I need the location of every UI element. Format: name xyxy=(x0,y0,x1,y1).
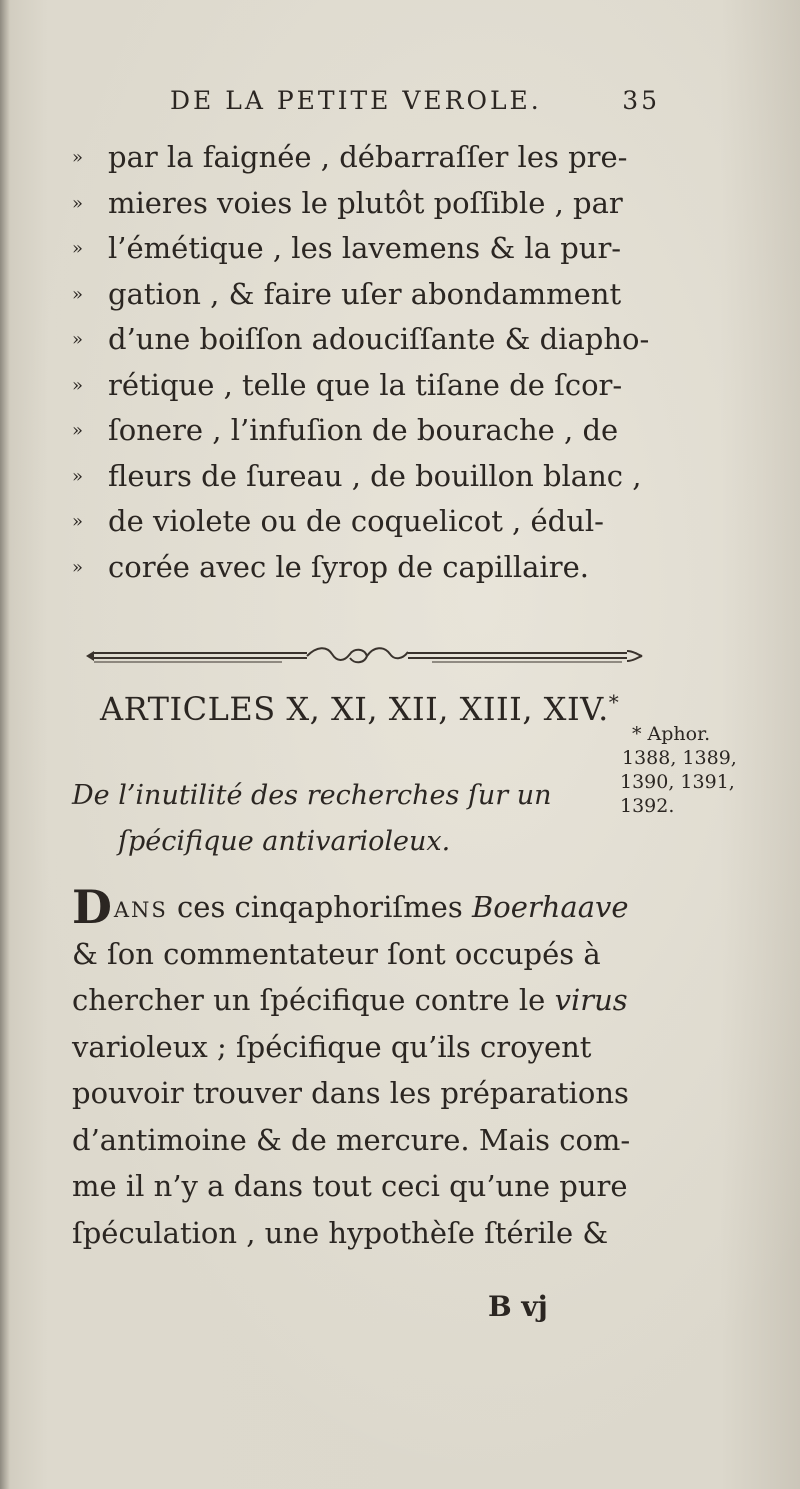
quote-mark: » xyxy=(72,420,84,441)
body-line: varioleux ; ſpécifique qu’ils croyent xyxy=(72,1029,592,1064)
quote-line: » corée avec le ſyrop de capillaire. xyxy=(72,545,672,591)
quote-line: » gation , & faire uſer abondamment xyxy=(72,272,672,318)
quote-line: » par la faignée , débarraſſer les pre- xyxy=(72,135,672,181)
body-line: & ſon commentateur ſont occupés à xyxy=(72,936,601,971)
margin-note-line: 1392. xyxy=(620,795,675,817)
running-head xyxy=(170,86,660,126)
running-title: DE LA PETITE VEROLE. xyxy=(170,86,542,115)
quoted-passage xyxy=(72,135,672,590)
body-line: DANS ces cinqaphoriſmes Boerhaave xyxy=(72,880,629,934)
signature-mark: B vj xyxy=(488,1290,548,1323)
drop-cap: D xyxy=(72,880,112,934)
article-subtitle-line: ſpécifique antivarioleux. xyxy=(118,826,451,857)
body-line: me il n’y a dans tout ceci qu’une pure xyxy=(72,1169,628,1203)
body-line: ſpéculation , une hypothèſe ſtérile & xyxy=(72,1215,609,1250)
margin-note-line: 1388, 1389, xyxy=(622,747,737,769)
quote-mark: » xyxy=(72,374,84,396)
quote-line: » ſonere , l’infuſion de bourache , de xyxy=(72,408,672,454)
quote-line: » de violete ou de coquelicot , édul- xyxy=(72,499,672,545)
quote-line: » l’émétique , les lavemens & la pur- xyxy=(72,226,672,272)
quote-mark: » xyxy=(72,329,84,350)
quote-mark: » xyxy=(72,147,84,168)
body-line: d’antimoine & de mercure. Mais com- xyxy=(72,1122,631,1157)
body-line: chercher un ſpécifique contre le virus xyxy=(72,983,628,1017)
quote-mark: » xyxy=(72,238,84,259)
margin-note-line: * Aphor. xyxy=(632,723,711,745)
quote-mark: » xyxy=(72,511,84,532)
page-number: 35 xyxy=(622,86,660,115)
margin-note xyxy=(620,722,795,818)
article-subtitle-line: De l’inutilité des recherches ſur un xyxy=(72,780,552,811)
body-line: pouvoir trouver dans les préparations xyxy=(72,1076,629,1110)
quote-line: » fleurs de ſureau , de bouillon blanc , xyxy=(72,454,672,500)
quote-mark: » xyxy=(72,556,84,578)
binding-gutter xyxy=(0,0,10,1489)
footnote-mark: * xyxy=(608,690,620,714)
quote-mark: » xyxy=(72,192,84,214)
margin-note-line: 1390, 1391, xyxy=(620,771,735,793)
quote-mark: » xyxy=(72,283,84,305)
quote-line: » rétique , telle que la tiſane de ſcor- xyxy=(72,363,672,409)
article-heading: ARTICLES X, XI, XII, XIII, XIV.* xyxy=(100,690,620,728)
ornamental-rule xyxy=(82,644,652,668)
quote-mark: » xyxy=(72,465,84,487)
quote-line: » mieres voies le plutôt poſſible , par xyxy=(72,181,672,227)
quote-line: » d’une boiſſon adouciſſante & diapho- xyxy=(72,317,672,363)
body-text xyxy=(72,880,672,1256)
